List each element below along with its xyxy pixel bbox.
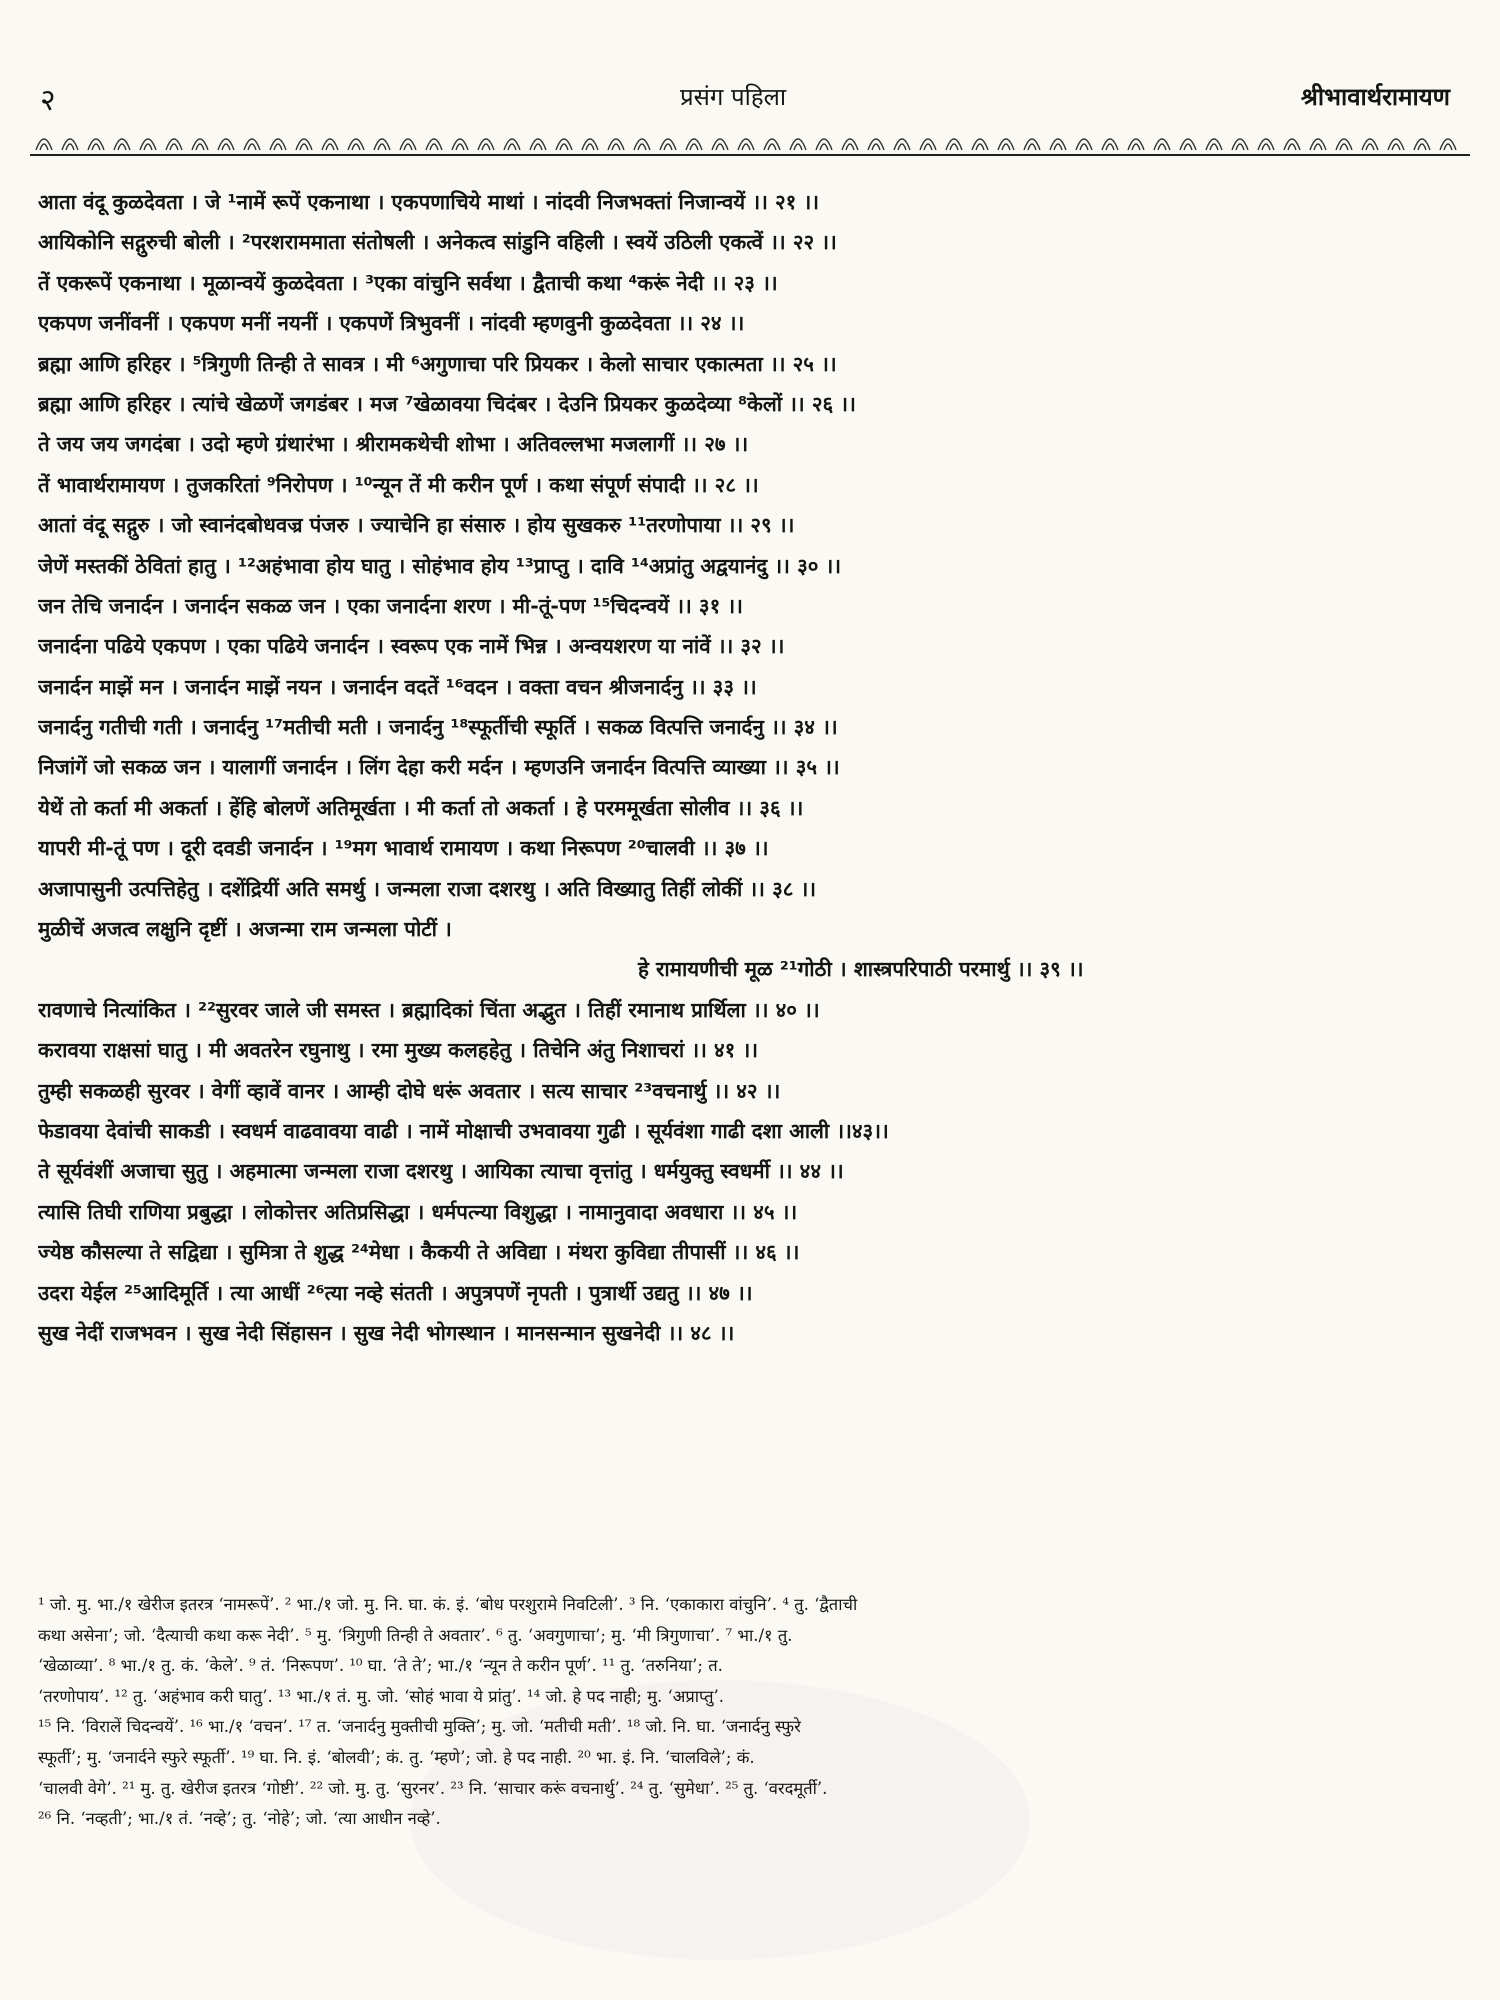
ornamental-border: [30, 126, 1470, 158]
verse-line: अजापासुनी उत्पत्तिहेतु । दशेंद्रियीं अति समर्थु । जन्मला राजा दशरथु । अति विख्यातु तिहीं लोकीं ।। ३८ ।।: [38, 876, 817, 901]
ornament-motif: [322, 139, 338, 150]
ornament-motif: [1232, 139, 1248, 150]
verse-line: मुळीचें अजत्व लक्षुनि दृष्टीं । अजन्मा राम जन्मला पोटीं ।: [38, 917, 452, 942]
ornament-motif: [1414, 139, 1430, 150]
ornament-motif: [426, 139, 442, 150]
verse-line: तें भावार्थरामायण । तुजकरितां ⁹निरोपण । ¹⁰न्यून तें मी करीन पूर्ण । कथा संपूर्ण संपादी ।। २८ ।।: [38, 472, 759, 497]
ornament-motif: [270, 139, 286, 150]
ornament-motif: [166, 139, 182, 150]
verse-line: जेणें मस्तकीं ठेवितां हातु । ¹²अहंभावा होय घातु । सोहंभाव होय ¹³प्राप्तु । दावि ¹⁴अप्रांतु अद्वयानंदु ।। ३० ।।: [38, 553, 842, 578]
ornament-motif: [660, 139, 676, 150]
verse-line: आता वंदू कुळदेवता । जे ¹नामें रूपें एकनाथा । एकपणाचिये माथां । नांदवी निजभक्तां निजान्वयें ।। २१ ।।: [38, 190, 819, 214]
footnote-line: स्फूर्ती’; मु. ‘जनार्दने स्फुरे स्फूर्ती’. ¹⁹ घा. नि. इं. ‘बोलवी’; कं. तु. ‘म्हणे’; जो. हे पद नाही. ²⁰ भा. इं. नि. ‘चालविले’; कं.: [38, 1747, 755, 1767]
ornament-motif: [608, 139, 624, 150]
verse-block: [38, 182, 1468, 1353]
ornament-motif: [712, 139, 728, 150]
ornament-motif: [244, 139, 260, 150]
ornament-motif: [62, 139, 78, 150]
ornament-motif: [504, 139, 520, 150]
verse-line: रावणाचे नित्यांकित । ²²सुरवर जाले जी समस्त । ब्रह्मादिकां चिंता अद्भुत । तिहीं रमानाथ प्रार्थिला ।। ४० ।।: [38, 997, 820, 1022]
verse-line: आतां वंदू सद्गुरु । जो स्वानंदबोधवज्र पंजरु । ज्याचेनि हा संसारु । होय सुखकरु ¹¹तरणोपाया ।। २९ ।।: [38, 513, 795, 538]
ornament-motif: [556, 139, 572, 150]
ornament-motif: [1128, 139, 1144, 150]
verse-line: ते जय जय जगदंबा । उदो म्हणे ग्रंथारंभा । श्रीरामकथेची शोभा । अतिवल्लभा मजलागीं ।। २७ ।।: [38, 432, 749, 457]
ornament-motif: [842, 139, 858, 150]
ornament-motif: [1336, 139, 1352, 150]
verse-line: जनार्दनु गतीची गती । जनार्दनु ¹⁷मतीची मती । जनार्दनु ¹⁸स्फूर्तीची स्फूर्ति । सकळ वित्पत्ति जनार्दनु ।। ३४ ।।: [38, 715, 838, 740]
ornament-motif: [790, 139, 806, 150]
ornament-motif: [1206, 139, 1222, 150]
ornament-motif: [140, 139, 156, 150]
ornament-motif: [738, 139, 754, 150]
verse-line: जनार्दन माझें मन । जनार्दन माझें नयन । जनार्दन वदतें ¹⁶वदन । वक्ता वचन श्रीजनार्दनु ।। ३३ ।।: [38, 674, 757, 699]
ornament-motif: [1388, 139, 1404, 150]
ornament-motif: [1102, 139, 1118, 150]
verse-line: करावया राक्षसां घातु । मी अवतरेन रघुनाथु । रमा मुख्य कलहहेतु । तिचेनि अंतु निशाचरां ।। ४१ ।।: [38, 1038, 758, 1063]
ornament-motif: [634, 139, 650, 150]
verse-line: ज्येष्ठ कौसल्या ते सद्विद्या । सुमित्रा ते शुद्ध ²⁴मेधा । कैकयी ते अविद्या । मंथरा कुविद्या तीपासीं ।। ४६ ।।: [38, 1240, 800, 1265]
footnote-line: ¹⁵ नि. ‘विरालें चिदन्वयें’. ¹⁶ भा./१ ‘वचन’. ¹⁷ त. ‘जनार्दनु मुक्तीची मुक्ति’; मु. जो. ‘मतीची मती’. ¹⁸ जो. नि. घा. ‘जनार्दनु स्फुरे: [38, 1717, 801, 1737]
verse-line: येथें तो कर्ता मी अकर्ता । हेंहि बोलणें अतिमूर्खता । मी कर्ता तो अकर्ता । हे परममूर्खता सोलीव ।। ३६ ।।: [38, 795, 804, 820]
ornament-motif: [1050, 139, 1066, 150]
verse-line: एकपण जनींवनीं । एकपण मनीं नयनीं । एकपणें त्रिभुवनीं । नांदवी म्हणवुनी कुळदेवता ।। २४ ।।: [38, 311, 745, 336]
verse-line: हे रामायणीची मूळ ²¹गोठी । शास्त्रपरिपाठी परमार्थु ।। ३९ ।।: [638, 957, 1084, 982]
ornament-motif: [764, 139, 780, 150]
ornament-motif: [88, 139, 104, 150]
footnote-line: कथा असेना’; जो. ‘दैत्याची कथा करू नेदी’. ⁵ मु. ‘त्रिगुणी तिन्ही ते अवतार’. ⁶ तु. ‘अवगुणाचा’; मु. ‘मी त्रिगुणाचा’. ⁷ भा./१ तु.: [38, 1625, 793, 1645]
verse-line: जनार्दना पढिये एकपण । एका पढिये जनार्दन । स्वरूप एक नामें भिन्न । अन्वयशरण या नांवें ।। ३२ ।।: [38, 634, 785, 659]
ornament-motif: [972, 139, 988, 150]
footnote-line: ‘चालवी वेगे’. ²¹ मु. तु. खेरीज इतरत्र ‘गोष्टी’. ²² जो. मु. तु. ‘सुरनर’. ²³ नि. ‘साचार करूं वचनार्थु’. ²⁴ तु. ‘सुमेधा’. ²⁵ तु. ‘वरदमूर्ती’.: [38, 1778, 828, 1798]
verse-line: निजांगें जो सकळ जन । यालागीं जनार्दन । लिंग देहा करी मर्दन । म्हणउनि जनार्दन वित्पत्ति व्याख्या ।। ३५ ।।: [38, 755, 840, 780]
page-header: [40, 78, 1460, 118]
ornament-motif: [348, 139, 364, 150]
ornament-motif: [192, 139, 208, 150]
page-number: २: [40, 83, 56, 118]
verse-line: ते सूर्यवंशीं अजाचा सुतु । अहमात्मा जन्मला राजा दशरथु । आयिका त्याचा वृत्तांतु । धर्मयुक्तु स्वधर्मी ।। ४४ ।।: [38, 1159, 844, 1184]
ornament-motif: [816, 139, 832, 150]
verse-line: फेडावया देवांची साकडी । स्वधर्म वाढवावया वाढी । नामें मोक्षाची उभवावया गुढी । सूर्यवंशा गाढी दशा आली ।।४३।।: [38, 1118, 889, 1143]
ornament-motif: [374, 139, 390, 150]
footnote-line: ²⁶ नि. ‘नव्हती’; भा./१ तं. ‘नव्हे’; तु. ‘नोहे’; जो. ‘त्या आधीन नव्हे’.: [38, 1809, 441, 1829]
footnotes: [38, 1590, 1463, 1835]
ornament-motif: [218, 139, 234, 150]
ornament-motif: [998, 139, 1014, 150]
verse-line: जन तेचि जनार्दन । जनार्दन सकळ जन । एका जनार्दना शरण । मी-तूं-पण ¹⁵चिदन्वयें ।। ३१ ।।: [38, 593, 743, 618]
ornament-motif: [1258, 139, 1274, 150]
book-title: श्रीभावार्थरामायण: [1300, 82, 1450, 111]
ornament-motif: [920, 139, 936, 150]
footnote-line: ¹ जो. मु. भा./१ खेरीज इतरत्र ‘नामरूपें’. ² भा./१ जो. मु. नि. घा. कं. इं. ‘बोध परशुरामे निवटिली’. ³ नि. ‘एकाकारा वांचुनि’. ⁴ तु. ‘द्वैताची: [38, 1595, 858, 1614]
verse-line: तें एकरूपें एकनाथा । मूळान्वयें कुळदेवता । ³एका वांचुनि सर्वथा । द्वैताची कथा ⁴करूं नेदी ।। २३ ।।: [38, 270, 778, 295]
ornament-motif: [1076, 139, 1092, 150]
ornament-motif: [946, 139, 962, 150]
ornament-motif: [400, 139, 416, 150]
verse-line: उदरा येईल ²⁵आदिमूर्ति । त्या आधीं ²⁶त्या नव्हे संतती । अपुत्रपणें नृपती । पुत्रार्थी उद्यतु ।। ४७ ।।: [38, 1280, 753, 1305]
verse-line: सुख नेदीं राजभवन । सुख नेदी सिंहासन । सुख नेदी भोगस्थान । मानसन्मान सुखनेदी ।। ४८ ।।: [38, 1320, 735, 1345]
verse-line: तुम्ही सकळही सुरवर । वेगीं व्हावें वानर । आम्ही दोघे धरूं अवतार । सत्य साचार ²³वचनार्थु ।। ४२ ।।: [38, 1078, 781, 1103]
verse-line: ब्रह्मा आणि हरिहर । ⁵त्रिगुणी तिन्ही ते सावत्र । मी ⁶अगुणाचा परि प्रियकर । केलो साचार एकात्मता ।। २५ ।।: [38, 351, 837, 376]
ornament-motif: [1024, 139, 1040, 150]
ornament-motif: [1440, 139, 1456, 150]
ornament-motif: [1154, 139, 1170, 150]
ornament-motif: [1310, 139, 1326, 150]
ornament-motif: [1284, 139, 1300, 150]
ornament-motif: [296, 139, 312, 150]
ornament-motif: [686, 139, 702, 150]
ornament-motif: [894, 139, 910, 150]
ornament-motif: [478, 139, 494, 150]
ornament-motif: [530, 139, 546, 150]
verse-line: यापरी मी-तूं पण । दूरी दवडी जनार्दन । ¹⁹मग भावार्थ रामायण । कथा निरूपण ²⁰चालवी ।। ३७ ।।: [38, 836, 769, 861]
ornament-motif: [582, 139, 598, 150]
ornament-motif: [1362, 139, 1378, 150]
footnote-line: ‘तरणोपाय’. ¹² तु. ‘अहंभाव करी घातु’. ¹³ भा./१ तं. मु. जो. ‘सोहं भावा ये प्रांतु’. ¹⁴ जो. हे पद नाही; मु. ‘अप्राप्तु’.: [38, 1686, 725, 1706]
verse-line: ब्रह्मा आणि हरिहर । त्यांचे खेळणें जगडंबर । मज ⁷खेळावया चिदंबर । देउनि प्रियकर कुळदेव्या ⁸केलों ।। २६ ।।: [38, 391, 856, 416]
ornament-motif: [114, 139, 130, 150]
footnote-line: ‘खेळाव्या’. ⁸ भा./१ तु. कं. ‘केले’. ⁹ तं. ‘निरूपण’. ¹⁰ घा. ‘ते ते’; भा./१ ‘न्यून ते करीन पूर्ण’. ¹¹ तु. ‘तरुनिया’; त.: [38, 1656, 723, 1676]
ornament-motif: [36, 139, 52, 150]
chapter-title: प्रसंग पहिला: [680, 83, 787, 111]
ornament-motif: [452, 139, 468, 150]
verse-line: आयिकोनि सद्गुरुची बोली । ²परशराममाता संतोषली । अनेकत्व सांडुनि वहिली । स्वयें उठिली एकत्वें ।। २२ ।।: [38, 230, 837, 255]
ornament-motif: [1180, 139, 1196, 150]
ornament-motif: [868, 139, 884, 150]
verse-line: त्यासि तिघी राणिया प्रबुद्धा । लोकोत्तर अतिप्रसिद्धा । धर्मपत्न्या विशुद्धा । नामानुवादा अवधारा ।। ४५ ।।: [38, 1199, 798, 1224]
